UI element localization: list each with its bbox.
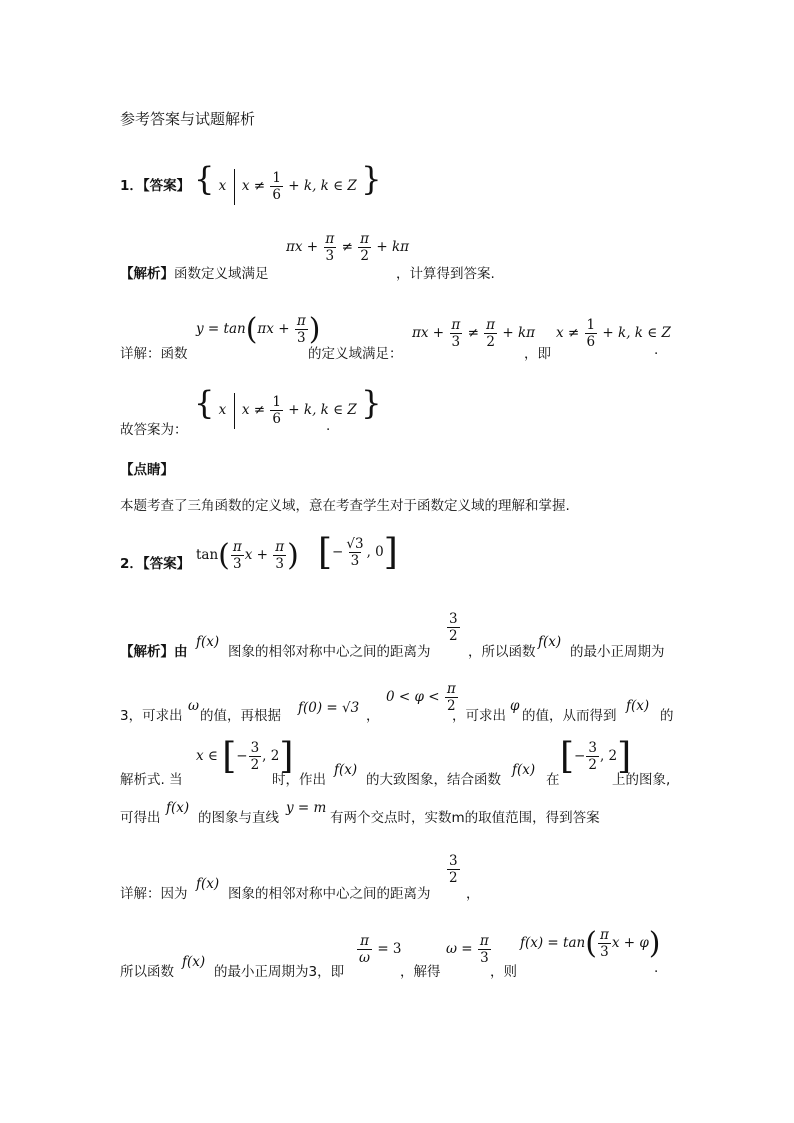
q2-ans2-lbracket: [ — [318, 532, 333, 573]
q1-set-bar — [234, 169, 235, 205]
q2-p1-fx2: f(x) — [538, 634, 562, 650]
q2-p2-phi: φ — [510, 698, 520, 714]
q2-ans1-frac2 — [273, 540, 286, 571]
q2-ans2-num: √3 — [346, 535, 364, 552]
q2-p1-d: 的最小正周期为 — [570, 644, 665, 660]
q1-final-cond-rhs: + k, k ∈ Z — [288, 402, 357, 418]
q2-d1-a: 详解：因为 — [120, 886, 188, 902]
q1-analysis-post: ，计算得到答案. — [396, 266, 495, 282]
q1-detail-res-b: + k, k ∈ Z — [602, 325, 671, 342]
q2-p2-ineq — [386, 682, 459, 713]
q2-ans1-x: x + — [244, 547, 268, 563]
q1-detail-inner-num: π — [296, 312, 306, 329]
q2-p2-d: ，可求出 — [452, 708, 506, 724]
q1-set-var: x — [218, 178, 227, 194]
q1-comment-text: 本题考查了三角函数的定义域，意在考查学生对于函数定义域的理解和掌握. — [120, 498, 570, 514]
q2-answer-1 — [196, 538, 299, 573]
q2-p1-frac-inner — [447, 612, 460, 643]
q2-p3-b: 时，作出 — [272, 772, 326, 788]
q2-ans2-minus: − — [332, 544, 344, 560]
q2-p2-a: 3，可求出 — [120, 708, 183, 724]
q2-d1-den: 2 — [449, 870, 458, 887]
q2-d2-omega: ω = — [446, 941, 473, 958]
q2-d2-num2: π — [479, 933, 489, 949]
q2-ans2-frac — [344, 537, 365, 568]
q2-p4-fx: f(x) — [166, 800, 190, 816]
q2-p1-b: 图象的相邻对称中心之间的距离为 — [228, 644, 431, 660]
q1-final-bar — [234, 393, 235, 429]
q1-final-cond-lhs: x ≠ — [241, 402, 266, 418]
q1-detail-res-den: 6 — [586, 334, 596, 351]
q1-final-frac-num: 1 — [272, 393, 281, 410]
q2-p1-fx: f(x) — [196, 634, 220, 650]
q1-final-var: x — [218, 402, 227, 418]
q2-p3-den: 2 — [250, 757, 260, 773]
q2-p2-num: π — [446, 681, 456, 697]
q1-answer-set — [194, 160, 381, 205]
q1-detail-cond-den2: 2 — [486, 334, 495, 351]
q1-answer-label — [120, 174, 190, 194]
q1-detail-cond — [412, 318, 535, 349]
q1-analysis-text-pre: 函数定义域满足 — [174, 266, 269, 282]
q1-detail-res-a: x ≠ — [556, 325, 580, 342]
q2-ans1-rparen: ) — [287, 538, 299, 573]
q2-d2-d: ，则 — [490, 964, 517, 980]
q2-p2-den: 2 — [446, 698, 456, 715]
q2-p3-frac — [249, 741, 262, 772]
q1-final-set — [194, 384, 381, 429]
q1-detail-cond-b: + kπ — [502, 325, 535, 342]
q2-ans1-num1: π — [232, 538, 242, 555]
q1-cond-lhs: x ≠ — [241, 178, 266, 194]
q1-detail-cond-frac1 — [449, 318, 462, 349]
q1-answer-label-text: 1．【答案】 — [120, 178, 191, 194]
q2-d2-eq1 — [356, 934, 402, 965]
q2-p3-minus2: − — [574, 748, 586, 764]
q2-d2-eq: = 3 — [377, 941, 402, 958]
q2-p3-den2: 2 — [588, 757, 597, 773]
q2-d2-rparen: ) — [648, 926, 661, 961]
q2-d1-frac-inner — [447, 854, 460, 885]
q1-detail-func — [196, 312, 320, 347]
q1-detail-cond-neq: ≠ — [467, 325, 479, 342]
q1-detail-inner-den: 3 — [296, 330, 306, 346]
q2-d2-b: 的最小正周期为3，即 — [214, 964, 345, 980]
q2-p3-lbracket: [ — [222, 736, 237, 777]
q2-d2-den1: ω — [359, 950, 371, 967]
q1-detail-cond-frac2 — [484, 318, 497, 349]
q1-comment-label: 【点睛】 — [120, 462, 174, 478]
q2-p3-num2: 3 — [588, 739, 597, 756]
q2-p3-d: 在 — [546, 772, 560, 788]
q1-detail-inner-a: πx + — [257, 321, 290, 337]
q1-frac-num: 1 — [272, 169, 281, 186]
q1-left-brace: { — [194, 160, 215, 198]
q2-p2-c: ， — [366, 708, 380, 724]
q2-p3-rest: , 2 — [262, 748, 280, 764]
q1-detail-inner-frac — [295, 314, 308, 345]
q1-detail-cond-den1: 3 — [451, 334, 461, 351]
q2-p2-ineq-text: 0 < φ < — [386, 689, 440, 706]
q2-ans1-func: tan — [196, 547, 219, 563]
q2-p2-fx: f(x) — [626, 698, 650, 714]
q2-d2-num1: π — [360, 933, 369, 949]
q2-p3-minus: − — [236, 748, 248, 764]
q2-ans1-lparen: ( — [218, 538, 230, 573]
q2-d1-num: 3 — [449, 853, 458, 869]
q1-analysis-label: 【解析】 — [120, 266, 174, 282]
q2-d2-frac2 — [478, 934, 491, 965]
q2-p1-frac — [446, 612, 461, 643]
q1-analysis-expr-b: + kπ — [376, 239, 409, 256]
q1-frac-den: 6 — [272, 187, 281, 203]
q2-p3-e: 上的图象, — [612, 772, 671, 788]
q1-detail-lparen: ( — [245, 312, 258, 347]
q2-p3-a: 解析式. 当 — [120, 772, 183, 788]
q1-final-frac-den: 6 — [272, 411, 281, 427]
q2-ans2-den: 3 — [350, 553, 360, 569]
q2-d2-fx-eq-text: f(x) = tan — [520, 935, 586, 951]
q2-d2-a: 所以函数 — [120, 964, 174, 980]
q1-detail-res-num: 1 — [586, 317, 596, 333]
q2-d2-fx: f(x) — [182, 954, 206, 970]
q1-analysis-expr-a: πx + — [286, 239, 319, 256]
q2-ans1-num2: π — [275, 538, 285, 555]
q2-p4-b: 的图象与直线 — [198, 810, 279, 826]
q2-p1-num: 3 — [449, 611, 458, 627]
q1-analysis-frac1-den: 3 — [325, 248, 335, 265]
q2-ans1-den2: 3 — [275, 556, 285, 572]
q1-detail-mid: 的定义域满足： — [308, 346, 403, 362]
q2-d2-den3: 3 — [600, 944, 609, 960]
q2-p4-a: 可得出 — [120, 810, 161, 826]
q2-d2-frac1 — [357, 934, 372, 965]
q2-p4-ym: y = m — [286, 800, 327, 816]
q2-answer-label: 2．【答案】 — [120, 556, 191, 572]
q2-d2-num3: π — [599, 926, 609, 943]
q1-final-frac — [270, 395, 283, 426]
q2-p2-omega: ω — [188, 698, 200, 714]
q1-detail-func-name: y = tan — [196, 321, 246, 337]
q2-p3-num: 3 — [250, 739, 260, 756]
q2-p2-b: 的值，再根据 — [200, 708, 281, 724]
q1-analysis-expr — [286, 232, 409, 263]
q1-detail-cond-num1: π — [451, 317, 461, 333]
q1-final-period: . — [326, 418, 331, 434]
q2-ans2-rbracket: ] — [383, 532, 398, 573]
q2-p3-c: 的大致图象，结合函数 — [366, 772, 501, 788]
q2-d2-omega-eq — [446, 934, 492, 965]
q2-d1-c: ， — [466, 886, 480, 902]
q2-p2-f: 的 — [660, 708, 674, 724]
q2-p4-c: 有两个交点时，实数m的取值范围，得到答案 — [330, 810, 600, 826]
q2-d2-fx-eq — [520, 926, 661, 961]
q2-ans2-rest: , 0 — [366, 544, 384, 560]
q1-detail-cond-a: πx + — [412, 325, 445, 342]
q1-analysis-frac1 — [323, 232, 336, 263]
q2-p3-rbracket2: ] — [617, 736, 632, 777]
q1-detail-rparen: ) — [308, 312, 321, 347]
q1-analysis-frac2-den: 2 — [360, 248, 369, 265]
q1-detail-ji: ，即 — [524, 346, 551, 362]
q2-p3-xin: x ∈ — [196, 748, 218, 764]
q2-d2-den2: 3 — [480, 950, 489, 967]
q1-detail-cond-num2: π — [486, 317, 496, 333]
q1-detail-res-frac — [585, 318, 598, 349]
q2-d2-inner: x + φ — [611, 935, 649, 951]
q2-p3-fx2: f(x) — [512, 762, 536, 778]
q2-d1-fx: f(x) — [196, 876, 220, 892]
q2-p3-rbracket: ] — [279, 736, 294, 777]
q2-p1-a: 【解析】由 — [120, 644, 188, 660]
q1-final-left-brace: { — [194, 384, 215, 422]
q2-p3-frac2 — [586, 741, 599, 772]
q1-analysis-frac2-num: π — [360, 231, 370, 247]
q2-d2-period: . — [654, 960, 659, 976]
q1-final-label: 故答案为： — [120, 422, 188, 438]
q2-d2-frac3 — [598, 928, 611, 959]
q2-d1-frac — [446, 854, 461, 885]
page-heading: 参考答案与试题解析 — [120, 110, 256, 128]
q1-cond-rhs: + k, k ∈ Z — [288, 178, 357, 194]
q2-answer-2 — [318, 532, 398, 573]
q1-detail-period: . — [654, 342, 659, 358]
q2-p1 — [120, 640, 188, 660]
q2-p3-fx: f(x) — [334, 762, 358, 778]
q2-ans1-den1: 3 — [233, 556, 242, 572]
q1-analysis-neq: ≠ — [341, 239, 353, 256]
q1-final-right-brace: } — [361, 384, 382, 422]
q2-p1-c: ，所以函数 — [468, 644, 536, 660]
q1-right-brace: } — [361, 160, 382, 198]
q1-analysis — [120, 262, 269, 282]
q1-analysis-frac1-num: π — [325, 231, 335, 247]
q2-p1-den: 2 — [449, 628, 458, 645]
q2-p3-lbracket2: [ — [560, 736, 575, 777]
q2-p2-f0: f(0) = √3 — [298, 700, 360, 716]
q1-frac — [270, 171, 283, 202]
q1-detail-label: 详解：函数 — [120, 346, 188, 362]
q2-ans1-frac1 — [231, 540, 244, 571]
q2-p2-e: 的值，从而得到 — [522, 708, 617, 724]
q2-d2-c: ，解得 — [400, 964, 441, 980]
q1-analysis-frac2 — [358, 232, 371, 263]
q2-d1-b: 图象的相邻对称中心之间的距离为 — [228, 886, 431, 902]
q2-d2-lparen: ( — [585, 926, 597, 961]
q2-p3-rest2: , 2 — [599, 748, 618, 764]
